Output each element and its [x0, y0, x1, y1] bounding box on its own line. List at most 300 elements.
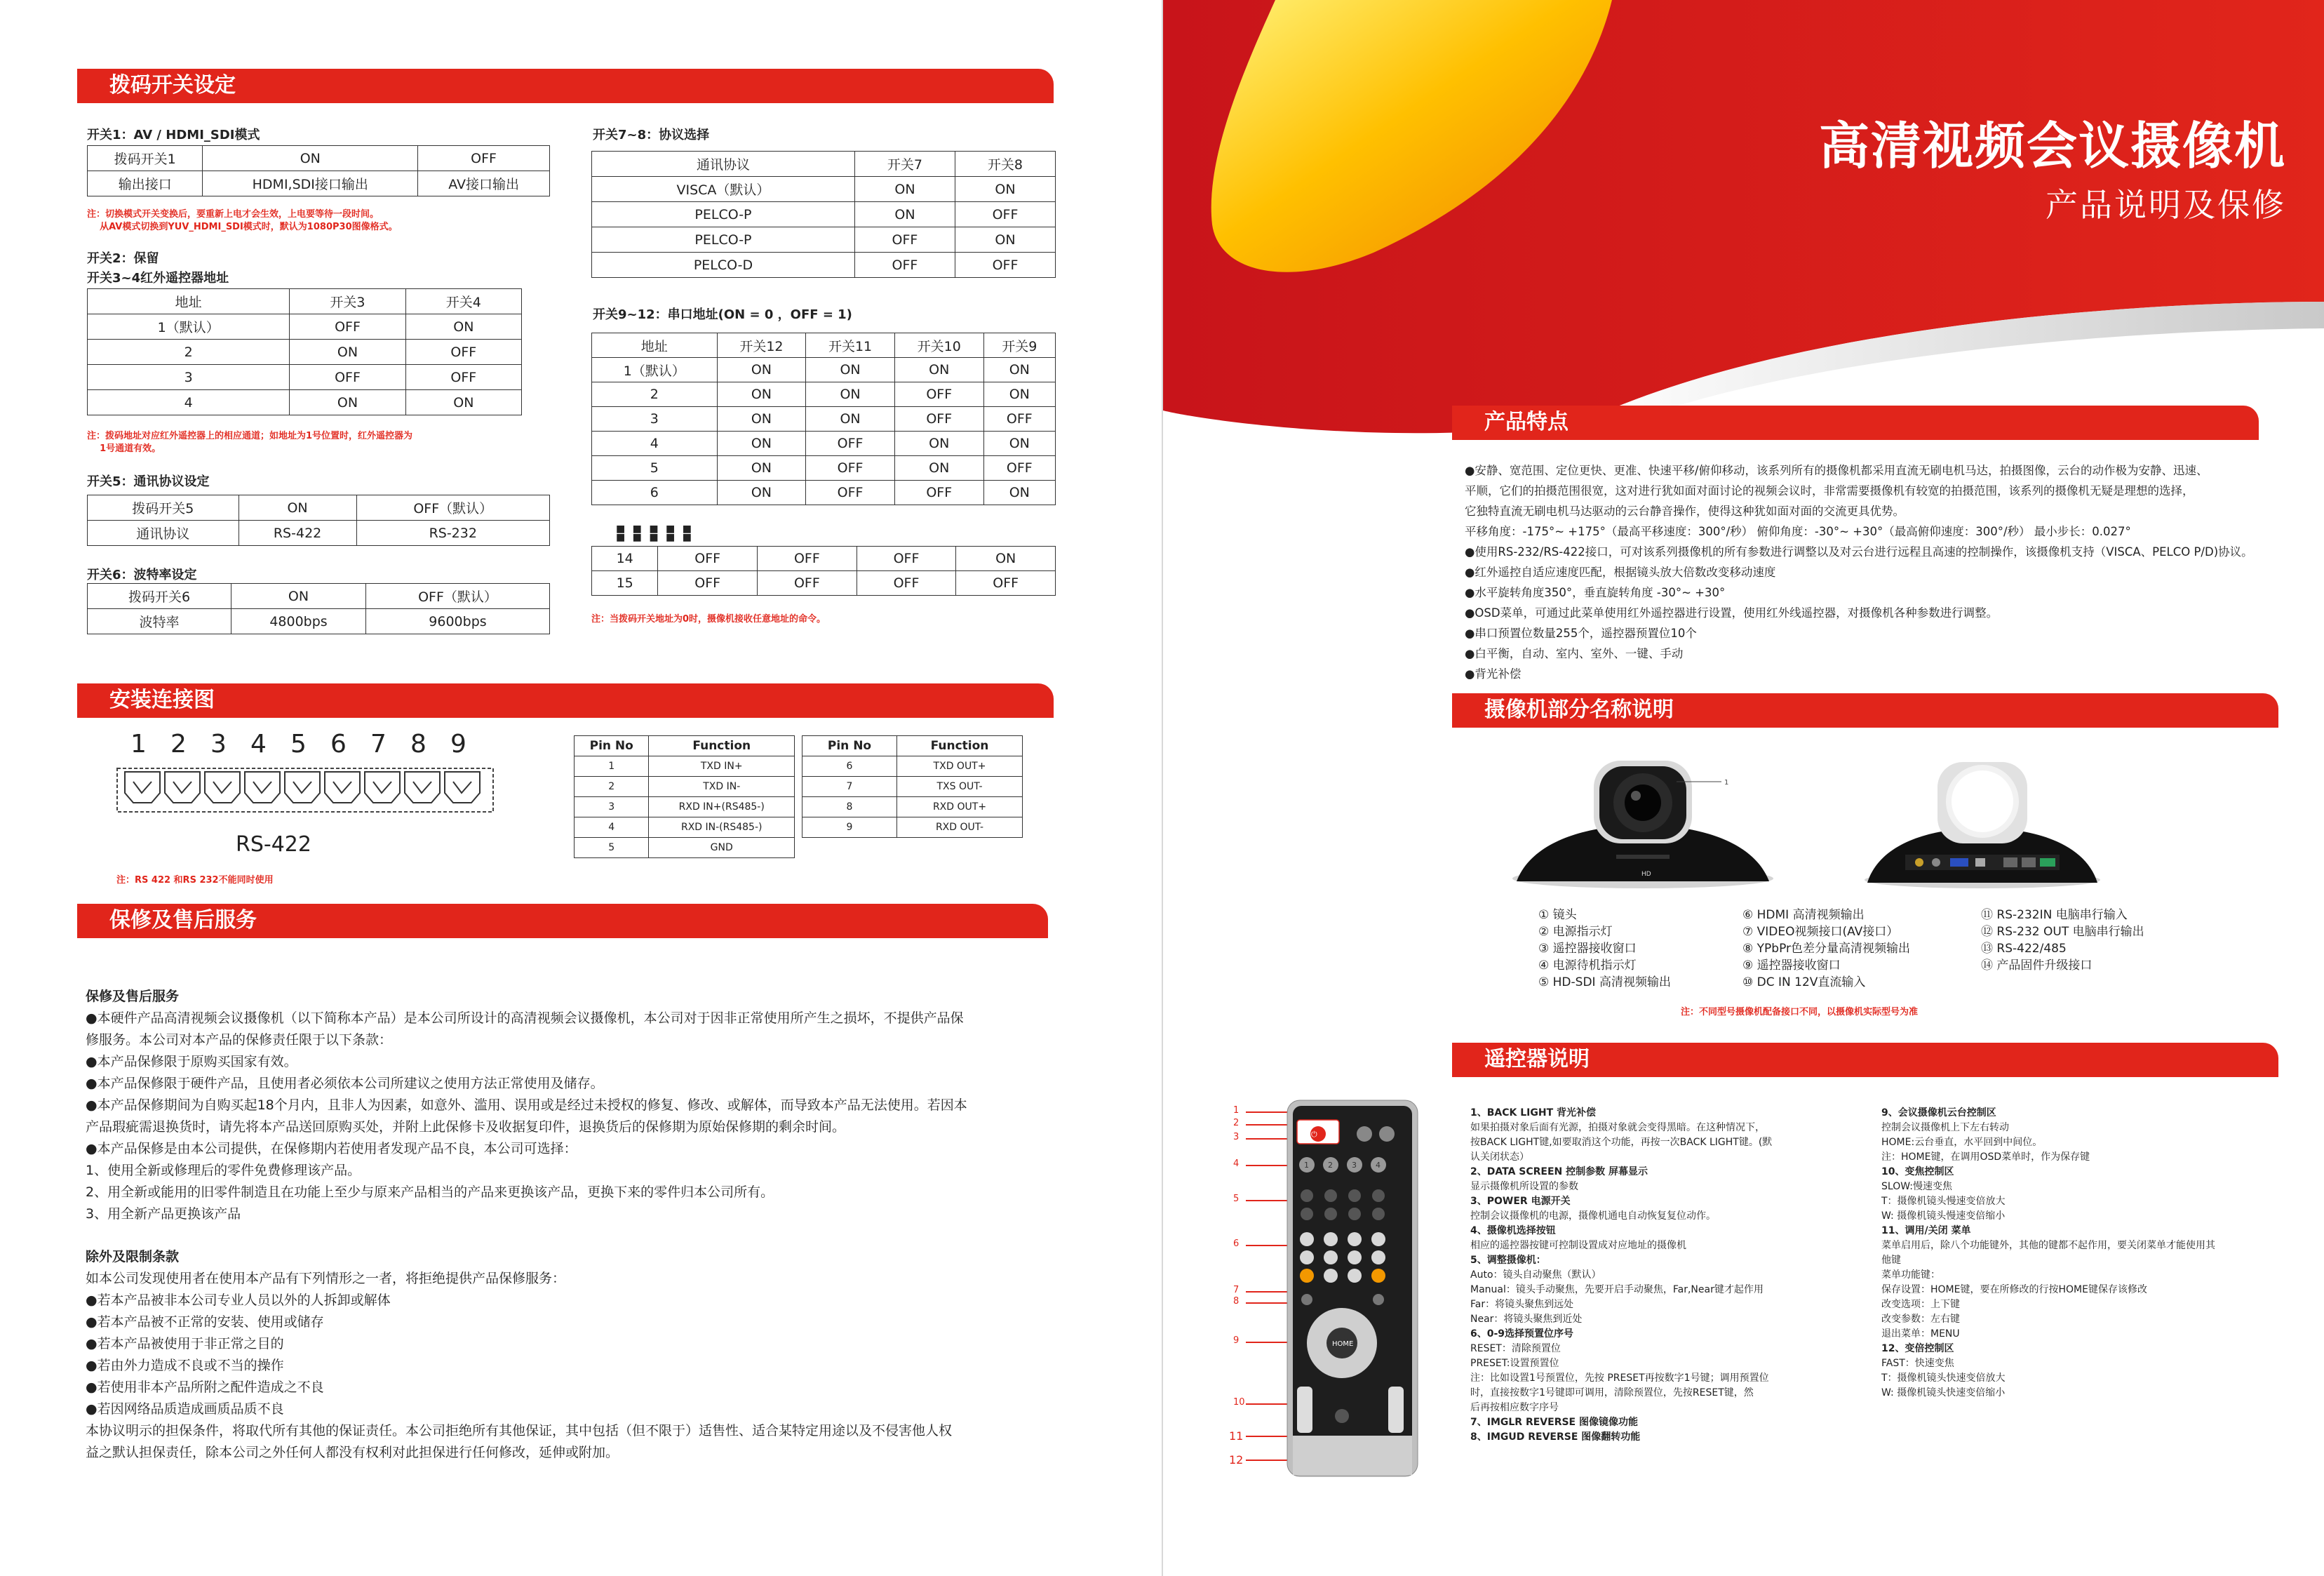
table-cell: ON — [894, 432, 983, 456]
pin-table-2 — [802, 735, 1023, 838]
remote-item-text: Near：将镜头聚焦到近处 — [1470, 1314, 1583, 1325]
table-cell: OFF — [956, 571, 1056, 596]
pin-row — [802, 736, 1023, 756]
table-cell: ON — [405, 390, 521, 415]
text-line: ●若本产品被使用于非正常之目的 — [86, 1336, 284, 1351]
text-line: ●串口预置位数量255个，遥控器预置位10个 — [1465, 627, 1697, 640]
table-cell: PELCO-D — [592, 253, 855, 278]
sw1-note: 注：切换模式开关变换后，要重新上电才会生效，上电要等待一段时间。 从AV模式切换到YUV_HDMI_SDI模式时，默认为1080P30图像格式。 — [87, 209, 398, 232]
text-line: ⑩ DC IN 12V直流输入 — [1742, 975, 1866, 989]
pin-number: 4 — [250, 730, 267, 759]
table-cell: 拨码开关6 — [88, 584, 231, 609]
table-cell: 2 — [592, 382, 718, 407]
table-cell: RXD OUT+ — [897, 797, 1023, 817]
pin-row — [575, 756, 795, 777]
remote-callout-number: 3 — [1233, 1132, 1240, 1142]
table-cell: RS-422 — [239, 521, 356, 546]
remote-item-text: 认关闭状态） — [1470, 1151, 1529, 1163]
text-line: 平移角度：-175°~ +175°（最高平移速度：300°/秒） 俯仰角度：-30°~ +30°（最高俯仰速度：300°/秒） 最小步长：0.027° — [1465, 525, 2131, 538]
table-cell: RXD IN+(RS485-) — [649, 797, 795, 817]
table-row — [592, 152, 1056, 177]
text-line: ●背光补偿 — [1465, 667, 1522, 681]
remote-item-text: W: 摄像机镜头快速变倍缩小 — [1881, 1387, 2006, 1398]
parts-col-1 — [1538, 907, 1671, 991]
remote-item-text: 如果拍摄对象后面有光源，拍摄对象就会变得黑暗。在这种情况下， — [1470, 1122, 1765, 1133]
table-cell: 4 — [575, 817, 649, 838]
table-cell: 4800bps — [231, 609, 366, 634]
pin-slot — [125, 772, 160, 803]
remote-item-text: 他键 — [1881, 1255, 1901, 1266]
text-line: ●若使用非本产品所附之配件造成之不良 — [86, 1380, 324, 1395]
table-row — [88, 521, 550, 546]
remote-item-text: 改变选项：上下键 — [1881, 1299, 1960, 1310]
table-cell: ON — [894, 456, 983, 481]
table-cell: ON — [955, 227, 1055, 253]
table-cell: ON — [290, 390, 405, 415]
pin-row — [802, 777, 1023, 797]
remote-desc-col-1 — [1470, 1106, 1772, 1445]
table-cell: 3 — [592, 407, 718, 432]
table-row — [88, 340, 522, 365]
table-cell: OFF — [854, 227, 955, 253]
pin-row — [575, 817, 795, 838]
text-line: ●若因网络品质造成画质品质不良 — [86, 1401, 284, 1417]
pin-slot — [165, 772, 200, 803]
table-cell: ON — [983, 432, 1055, 456]
table-row — [88, 171, 550, 196]
table-cell: 开关7 — [854, 152, 955, 177]
sw34-label: 开关3~4红外遥控器地址 — [87, 271, 229, 286]
table-cell: 4 — [88, 390, 290, 415]
table-cell: OFF — [894, 407, 983, 432]
table-row — [88, 314, 522, 340]
table-cell: 8 — [802, 797, 897, 817]
text-line: ●安静、宽范围、定位更快、更准、快速平移/俯仰移动，该系列所有的摄像机都采用直流无刷电机马达，拍摄图像，云台的动作极为安静、迅速、 — [1465, 464, 2208, 477]
text-line: 益之默认担保责任，除本公司之外任何人都没有权利对此担保进行任何修改，延伸或附加。 — [86, 1445, 619, 1460]
pin-slot — [245, 772, 280, 803]
port-label: RS-422 — [236, 832, 311, 857]
remote-item-heading: 4、摄像机选择按钮 — [1470, 1225, 1556, 1236]
text-line: ⑫ RS-232 OUT 电脑串行输出 — [1981, 925, 2144, 939]
table-cell: ON — [806, 382, 895, 407]
remote-callout-number: 6 — [1233, 1238, 1240, 1249]
remote-item-text: Manual：镜头手动聚焦，先要开启手动聚焦，Far,Near键才起作用 — [1470, 1284, 1764, 1295]
remote-item-text: 后再按相应数字序号 — [1470, 1402, 1559, 1413]
text-line: ⑭ 产品固件升级接口 — [1981, 959, 2093, 973]
home-label: HOME — [1332, 1340, 1354, 1348]
remote-callout-number: 10 — [1233, 1397, 1245, 1408]
svg-text:1: 1 — [1304, 1161, 1309, 1170]
table-cell: GND — [649, 838, 795, 858]
table-cell: 3 — [575, 797, 649, 817]
table-cell: VISCA（默认） — [592, 177, 855, 202]
remote-item-heading: 11、调用/关闭 菜单 — [1881, 1225, 1971, 1236]
table-cell: 3 — [88, 365, 290, 390]
parts-col-2 — [1742, 907, 1910, 991]
rs422-connector — [116, 768, 495, 814]
sw912-label: 开关9~12：串口地址(ON = 0 ，OFF = 1) — [593, 307, 852, 322]
table-cell: 5 — [575, 838, 649, 858]
pin-number: 7 — [370, 730, 387, 759]
pin-number: 8 — [410, 730, 426, 759]
text-line: ●水平旋转角度350°，垂直旋转角度 -30°~ +30° — [1465, 586, 1726, 599]
remote-item-text: 改变参数：左右键 — [1881, 1314, 1960, 1325]
table-row — [88, 609, 550, 634]
table-cell: ON — [717, 432, 806, 456]
table-cell: 通讯协议 — [592, 152, 855, 177]
remote-item-text: 注：HOME键，在调用OSD菜单时，作为保存键 — [1881, 1151, 2090, 1163]
table-cell: 拨码开关1 — [88, 146, 203, 171]
table-cell: ON — [806, 358, 895, 382]
table-cell: ON — [854, 202, 955, 227]
remote-item-text: 菜单功能键： — [1881, 1269, 1940, 1281]
text-line: 1、使用全新或修理后的零件免费修理该产品。 — [86, 1163, 361, 1178]
remote-item-heading: 10、变焦控制区 — [1881, 1166, 1954, 1177]
text-line: 产品瑕疵需退换货时，请先将本产品送回原购买处，并附上此保修卡及收据复印件，退换货后的保修期为原始保修期的剩余时间。 — [86, 1119, 846, 1135]
warranty-section-header — [77, 904, 1048, 937]
remote-item-heading: 3、POWER 电源开关 — [1470, 1196, 1571, 1207]
sw2-label: 开关2：保留 — [87, 251, 159, 266]
pin-row — [802, 797, 1023, 817]
sw6-table — [87, 583, 550, 634]
pin-number: 6 — [330, 730, 347, 759]
text-line: ⑪ RS-232IN 电脑串行输入 — [1981, 908, 2128, 922]
text-line: ●本产品保修限于硬件产品，且使用者必须依本公司所建议之使用方法正常使用及储存。 — [86, 1076, 604, 1091]
table-cell: ON — [405, 314, 521, 340]
table-cell: 9600bps — [365, 609, 549, 634]
table-cell: 2 — [88, 340, 290, 365]
table-cell: 1（默认） — [88, 314, 290, 340]
remote-item-text: 相应的遥控器按键可控制设置成对应地址的摄像机 — [1470, 1240, 1686, 1251]
table-cell: OFF — [405, 340, 521, 365]
pin-number: 5 — [290, 730, 307, 759]
text-line: ① 镜头 — [1538, 908, 1577, 922]
sw34-note: 注：拨码地址对应红外遥控器上的相应通道；如地址为1号位置时，红外遥控器为 1号通道有效。 — [87, 431, 413, 454]
svg-text:3: 3 — [1352, 1161, 1357, 1170]
pin-number: 1 — [130, 730, 147, 759]
table-row — [592, 202, 1056, 227]
text-line: ●本产品保修是由本公司提供，在保修期内若使用者发现产品不良，本公司可选择： — [86, 1141, 577, 1156]
ellipsis-dots: ■ ■ ■ ■ ■ ■ ■ ■ ■ ■ — [616, 523, 694, 543]
text-line: ●本硬件产品高清视频会议摄像机（以下简称本产品）是本公司所设计的高清视频会议摄像机，本公司对于因非正常使用所产生之损坏，不提供产品保 — [86, 1010, 964, 1026]
pin-row — [575, 838, 795, 858]
remote-item-text: 按BACK LIGHT键,如要取消这个功能，再按一次BACK LIGHT键。(默 — [1470, 1137, 1773, 1148]
table-cell: ON — [717, 382, 806, 407]
remote-item-text: 退出菜单：MENU — [1881, 1328, 1960, 1340]
table-row — [592, 481, 1056, 505]
table-cell: ON — [290, 340, 405, 365]
table-cell: TXD OUT+ — [897, 756, 1023, 777]
features-title: 产品特点 — [1484, 410, 1569, 434]
table-cell: ON — [717, 358, 806, 382]
remote-callout-number: 2 — [1233, 1118, 1240, 1128]
features-section-header — [1452, 406, 2259, 439]
table-cell: 开关12 — [717, 333, 806, 358]
remote-callout-number: 9 — [1233, 1335, 1240, 1346]
table-cell: 开关4 — [405, 289, 521, 314]
remote-item-text: 菜单启用后，除八个功能键外，其他的键都不起作用，要关闭菜单才能使用其 — [1881, 1240, 2215, 1251]
table-cell: 2 — [575, 777, 649, 797]
remote-title: 遥控器说明 — [1484, 1047, 1590, 1071]
text-line: ●本产品保修限于原购买国家有效。 — [86, 1054, 297, 1069]
table-row — [88, 365, 522, 390]
svg-text:HD: HD — [1641, 871, 1651, 878]
text-line: ●使用RS-232/RS-422接口，可对该系列摄像机的所有参数进行调整以及对云台进行远程且高速的控制操作，该摄像机支持（VISCA、PELCO P/D)协议。 — [1465, 545, 2253, 559]
remote-item-text: Far：将镜头聚焦到远处 — [1470, 1299, 1574, 1310]
table-cell: OFF — [405, 365, 521, 390]
text-line: ⑬ RS-422/485 — [1981, 942, 2067, 956]
pin-slot — [325, 772, 360, 803]
text-line: 它独特直流无刷电机马达驱动的云台静音操作，使得这种犹如面对面的交流更具优势。 — [1465, 505, 1905, 518]
table-cell: TXD IN+ — [649, 756, 795, 777]
table-cell: OFF — [806, 432, 895, 456]
pin-row — [575, 797, 795, 817]
text-line: 2、用全新或能用的旧零件制造且在功能上至少与原来产品相当的产品来更换该产品，更换下来的零件归本公司所有。 — [86, 1184, 774, 1200]
table-cell: 开关10 — [894, 333, 983, 358]
table-cell: OFF — [854, 253, 955, 278]
sw5-label: 开关5：通讯协议设定 — [87, 474, 210, 489]
sw34-table — [87, 288, 522, 415]
table-cell: ON — [983, 481, 1055, 505]
pin-slot — [285, 772, 320, 803]
sw912-table-cont — [591, 546, 1056, 596]
parts-note: 注：不同型号摄像机配备接口不同，以摄像机实际型号为准 — [1681, 1007, 1919, 1017]
table-cell: OFF — [894, 382, 983, 407]
table-cell: OFF — [418, 146, 550, 171]
pin-row — [575, 777, 795, 797]
table-cell: OFF — [857, 547, 956, 571]
remote-callout-number: 1 — [1233, 1105, 1240, 1116]
table-row — [88, 390, 522, 415]
table-cell: Function — [649, 736, 795, 756]
svg-text:2: 2 — [1328, 1161, 1333, 1170]
remote-item-heading: 9、会议摄像机云台控制区 — [1881, 1107, 1996, 1118]
remote-item-text: 保存设置：HOME键，要在所修改的行按HOME键保存该修改 — [1881, 1284, 2147, 1295]
table-cell: OFF — [983, 407, 1055, 432]
sw78-label: 开关7~8：协议选择 — [593, 128, 710, 142]
remote-item-heading: 2、DATA SCREEN 控制参数 屏幕显示 — [1470, 1166, 1648, 1177]
sw1-table — [87, 145, 550, 196]
table-cell: ON — [239, 495, 356, 521]
table-cell: PELCO-P — [592, 227, 855, 253]
text-line: ⑨ 遥控器接收窗口 — [1742, 959, 1841, 973]
table-cell: 通讯协议 — [88, 521, 239, 546]
pin-number: 9 — [450, 730, 466, 759]
table-cell: OFF — [806, 456, 895, 481]
text-line: ② 电源指示灯 — [1538, 925, 1613, 939]
table-row — [592, 333, 1056, 358]
remote-item-heading: 5、调整摄像机： — [1470, 1255, 1546, 1266]
exclusions-paragraph — [86, 1246, 952, 1464]
remote-section-header — [1452, 1043, 2278, 1076]
table-cell: OFF — [806, 481, 895, 505]
table-cell: 开关8 — [955, 152, 1055, 177]
table-cell: ON — [854, 177, 955, 202]
remote-item-heading: 7、IMGLR REVERSE 图像镜像功能 — [1470, 1417, 1638, 1428]
table-cell: ON — [717, 456, 806, 481]
table-cell: ON — [983, 382, 1055, 407]
text-line: 修服务。本公司对本产品的保修责任限于以下条款： — [86, 1032, 393, 1048]
text-line: ●若本产品被不正常的安装、使用或储存 — [86, 1314, 324, 1330]
table-cell: ON — [894, 358, 983, 382]
remote-callout-number: 5 — [1233, 1194, 1240, 1204]
svg-text:⏻: ⏻ — [1311, 1130, 1317, 1139]
remote-item-heading: 1、BACK LIGHT 背光补偿 — [1470, 1107, 1597, 1118]
remote-callout-number: 8 — [1233, 1296, 1240, 1307]
pin-slot — [445, 772, 480, 803]
table-cell: OFF — [658, 571, 758, 596]
table-cell: 5 — [592, 456, 718, 481]
camera-back-image — [1863, 749, 2102, 890]
table-cell: OFF — [955, 253, 1055, 278]
table-cell: 开关3 — [290, 289, 405, 314]
remote-item-text: 显示摄像机所设置的参数 — [1470, 1181, 1578, 1192]
remote-item-text: FAST：快速变焦 — [1881, 1358, 1954, 1369]
table-cell: ON — [717, 407, 806, 432]
cover-title: 高清视频会议摄像机 — [1818, 116, 2286, 175]
dip-switch-section-header — [77, 69, 1054, 102]
remote-item-heading: 12、变倍控制区 — [1881, 1343, 1954, 1354]
warranty-title: 保修及售后服务 — [109, 908, 257, 933]
cover-subtitle: 产品说明及保修 — [2046, 186, 2286, 224]
sw6-label: 开关6：波特率设定 — [87, 568, 197, 582]
right-page — [1163, 0, 2324, 1576]
table-cell: AV接口输出 — [418, 171, 550, 196]
features-list — [1465, 460, 2253, 684]
table-cell: OFF — [290, 365, 405, 390]
text-line: ⑦ VIDEO视频接口(AV接口） — [1742, 925, 1899, 939]
text-line: ●OSD菜单，可通过此菜单使用红外遥控器进行设置，使用红外线遥控器，对摄像机各种参数进行调整。 — [1465, 606, 1999, 620]
table-row — [592, 571, 1056, 596]
table-cell: OFF — [758, 547, 857, 571]
text-line: ⑥ HDMI 高清视频输出 — [1742, 908, 1865, 922]
sw912-table — [591, 333, 1056, 505]
table-row — [592, 547, 1056, 571]
text-line: ●若本产品被非本公司专业人员以外的人拆卸或解体 — [86, 1293, 391, 1308]
remote-callout-number: 7 — [1233, 1285, 1240, 1295]
table-cell: ON — [717, 481, 806, 505]
table-cell: 15 — [592, 571, 658, 596]
table-cell: 9 — [802, 817, 897, 838]
table-cell: 6 — [802, 756, 897, 777]
sw912-note: 注：当拨码开关地址为0时，摄像机接收任意地址的命令。 — [591, 614, 826, 625]
table-cell: OFF — [983, 456, 1055, 481]
parts-section-header — [1452, 693, 2278, 727]
table-cell: TXD IN- — [649, 777, 795, 797]
table-row — [592, 432, 1056, 456]
table-cell: 地址 — [88, 289, 290, 314]
sw1-label: 开关1：AV / HDMI_SDI模式 — [87, 128, 260, 142]
table-cell: OFF（默认） — [356, 495, 549, 521]
camera-front-image — [1511, 749, 1775, 890]
remote-item-text: 时，直接按数字1号键即可调用，清除预置位，先按RESET键，然 — [1470, 1387, 1754, 1398]
table-cell: RXD IN-(RS485-) — [649, 817, 795, 838]
pin-row — [802, 756, 1023, 777]
table-cell: ON — [955, 177, 1055, 202]
table-cell: Pin No — [575, 736, 649, 756]
table-row — [592, 382, 1056, 407]
text-line: 除外及限制条款 — [86, 1249, 180, 1264]
parts-title: 摄像机部分名称说明 — [1484, 697, 1674, 722]
dip-switch-title: 拨码开关设定 — [109, 73, 236, 98]
table-cell: 1 — [575, 756, 649, 777]
table-cell: 波特率 — [88, 609, 231, 634]
text-line: ③ 遥控器接收窗口 — [1538, 942, 1637, 956]
table-row — [88, 146, 550, 171]
text-line: 平顺，它们的拍摄范围很宽，这对进行犹如面对面讨论的视频会议时，非常需要摄像机有较宽的拍摄范围，该系列的摄像机无疑是理想的选择， — [1465, 484, 2194, 497]
table-cell: 7 — [802, 777, 897, 797]
table-cell: ON — [956, 547, 1056, 571]
pin-table-1 — [574, 735, 795, 858]
remote-item-text: RESET：清除预置位 — [1470, 1343, 1561, 1354]
pin-row — [575, 736, 795, 756]
text-line: ④ 电源待机指示灯 — [1538, 959, 1637, 973]
table-cell: OFF — [894, 481, 983, 505]
table-cell: TXS OUT- — [897, 777, 1023, 797]
install-note: 注：RS 422 和RS 232不能同时使用 — [116, 875, 274, 886]
remote-item-heading: 6、0-9选择预置位序号 — [1470, 1328, 1574, 1340]
text-line: ●白平衡，自动、室内、室外、一键、手动 — [1465, 647, 1684, 660]
table-cell: 开关11 — [806, 333, 895, 358]
table-row — [592, 358, 1056, 382]
remote-item-text: HOME:云台垂直，水平回到中间位。 — [1881, 1137, 2043, 1148]
pin-number: 3 — [210, 730, 227, 759]
table-row — [88, 495, 550, 521]
remote-control-image — [1286, 1099, 1419, 1478]
remote-item-text: SLOW:慢速变焦 — [1881, 1181, 1952, 1192]
pin-slot — [405, 772, 440, 803]
remote-item-text: Auto：镜头自动聚焦（默认） — [1470, 1269, 1601, 1281]
table-cell: ON — [203, 146, 418, 171]
remote-item-text: 控制会议摄像机上下左右转动 — [1881, 1122, 2009, 1133]
remote-callout-number: 4 — [1233, 1158, 1240, 1169]
remote-item-text: 控制会议摄像机的电源，摄像机通电自动恢复复位动作。 — [1470, 1210, 1716, 1222]
text-line: 本协议明示的担保条件，将取代所有其他的保证责任。本公司拒绝所有其他保证，其中包括（但不限于）适售性、适合某特定用途以及不侵害他人权 — [86, 1423, 953, 1438]
table-cell: OFF（默认） — [365, 584, 549, 609]
table-cell: OFF — [758, 571, 857, 596]
remote-item-heading: 8、IMGUD REVERSE 图像翻转功能 — [1470, 1431, 1641, 1443]
parts-col-3 — [1981, 907, 2144, 974]
remote-item-text: W: 摄像机镜头慢速变倍缩小 — [1881, 1210, 2006, 1222]
remote-item-text: 注：比如设置1号预置位，先按 PRESET再按数字1号键；调用预置位 — [1470, 1373, 1769, 1384]
text-line: 3、用全新产品更换该产品 — [86, 1206, 241, 1222]
table-row — [88, 289, 522, 314]
table-cell: 拨码开关5 — [88, 495, 239, 521]
text-line: ⑧ YPbPr色差分量高清视频输出 — [1742, 942, 1911, 956]
table-cell: 14 — [592, 547, 658, 571]
pin-row — [802, 817, 1023, 838]
table-cell: RS-232 — [356, 521, 549, 546]
text-line: ●若由外力造成不良或不当的操作 — [86, 1358, 284, 1373]
table-cell: ON — [231, 584, 366, 609]
table-row — [88, 584, 550, 609]
svg-text:1: 1 — [1724, 779, 1729, 787]
table-cell: Pin No — [802, 736, 897, 756]
pin-numbers — [130, 730, 481, 758]
table-cell: 6 — [592, 481, 718, 505]
table-cell: HDMI,SDI接口输出 — [203, 171, 418, 196]
remote-callout-number: 12 — [1229, 1453, 1244, 1467]
text-line: ●红外遥控自适应速度匹配，根据镜头放大倍数改变移动速度 — [1465, 566, 1776, 579]
table-cell: OFF — [955, 202, 1055, 227]
table-cell: OFF — [658, 547, 758, 571]
text-line: 如本公司发现使用者在使用本产品有下列情形之一者，将拒绝提供产品保修服务： — [86, 1271, 566, 1286]
table-cell: 1（默认） — [592, 358, 718, 382]
install-section-header — [77, 683, 1054, 717]
remote-item-text: T：摄像机镜头慢速变倍放大 — [1881, 1196, 2006, 1207]
table-row — [592, 456, 1056, 481]
pin-number: 2 — [170, 730, 187, 759]
